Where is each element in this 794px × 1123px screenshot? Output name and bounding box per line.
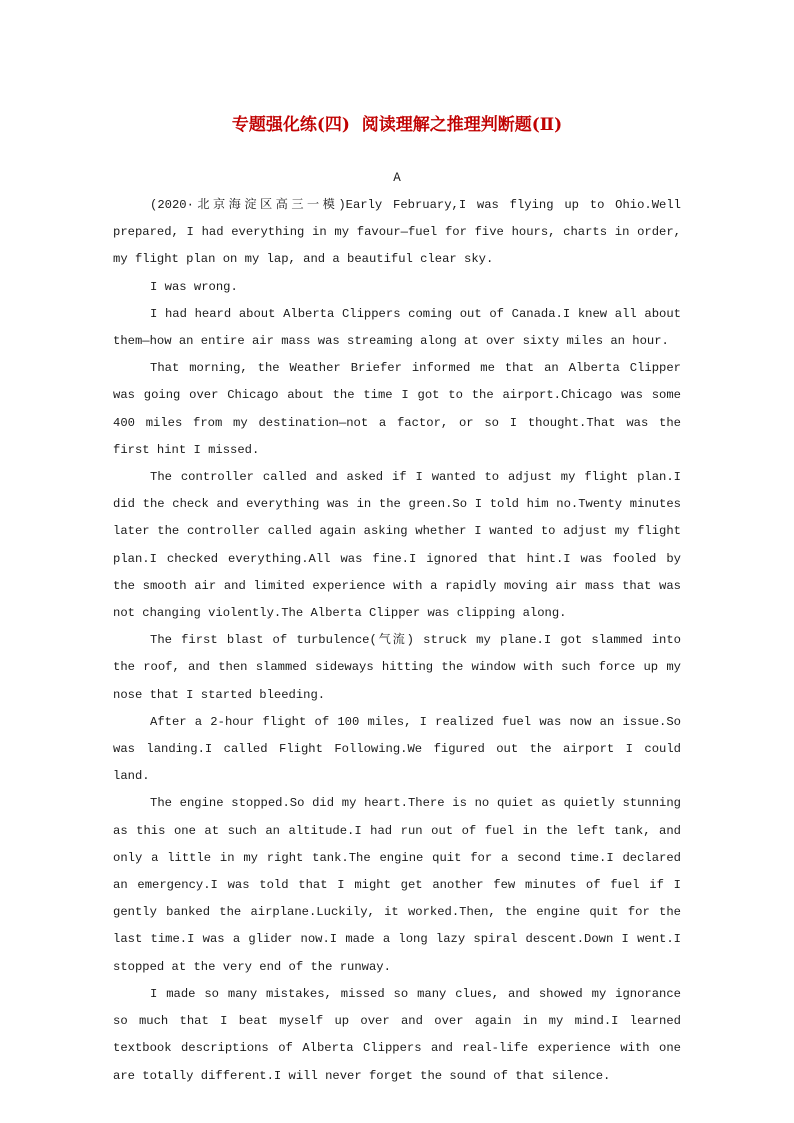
paragraph-6: The first blast of turbulence(气流) struck my plane.I got slammed into the roof, and then slammed sideways hitting the window with such force up my nose that I started bleeding. — [113, 633, 681, 702]
document-page — [113, 112, 681, 1090]
paragraph-8: The engine stopped.So did my heart.There is no quiet as quietly stunning as this one at such an altitude.I had run out of fuel in the left tank, and only a little in my right tank.The engine quit for a second time.I declared an emergency.I was told that I might get another few minutes of fuel if I gently banked the airplane.Luckily, it worked.Then, the engine quit for the last time.I was a glider now.I made a long lazy spiral descent.Down I went.I stopped at the very end of the runway. — [113, 796, 681, 974]
section-label: A — [393, 171, 401, 185]
paragraph-7: After a 2-hour flight of 100 miles, I realized fuel was now an issue.So was landing.I called Flight Following.We figured out the airport I could land. — [113, 714, 681, 784]
paragraph-4: That morning, the Weather Briefer informed me that an Alberta Clipper was going over Chicago about the time I got to the airport.Chicago was some 400 miles from my destination—not a factor, or so I thought.That was the first hint I missed. — [113, 361, 681, 457]
passage — [113, 192, 681, 1090]
document-title: 专题强化练(四) 阅读理解之推理判断题(Ⅱ) — [231, 115, 563, 135]
paragraph-9: I made so many mistakes, missed so many clues, and showed my ignorance so much that I beat myself up over and over again in my mind.I learned textbook descriptions of Alberta Clippers and real-life experience with one are totally different.I will never forget the sound of that silence. — [113, 986, 681, 1083]
paragraph-1: (2020·北京海淀区高三一模)Early February,I was flying up to Ohio.Well prepared, I had everything in my favour—fuel for five hours, charts in order, my flight plan on my lap, and a beautiful clear sky. — [113, 198, 681, 267]
paragraph-5: The controller called and asked if I wanted to adjust my flight plan.I did the check and everything was in the green.So I told him no.Twenty minutes later the controller called again asking whether I wanted to adjust my flight plan.I checked everything.All was fine.I ignored that hint.I was fooled by the smooth air and limited experience with a rapidly moving air mass that was not changing violently.The Alberta Clipper was clipping along. — [113, 470, 681, 621]
paragraph-3: I had heard about Alberta Clippers coming out of Canada.I knew all about them—how an entire air mass was streaming along at over sixty miles an hour. — [113, 306, 681, 349]
paragraph-2: I was wrong. — [150, 279, 238, 294]
